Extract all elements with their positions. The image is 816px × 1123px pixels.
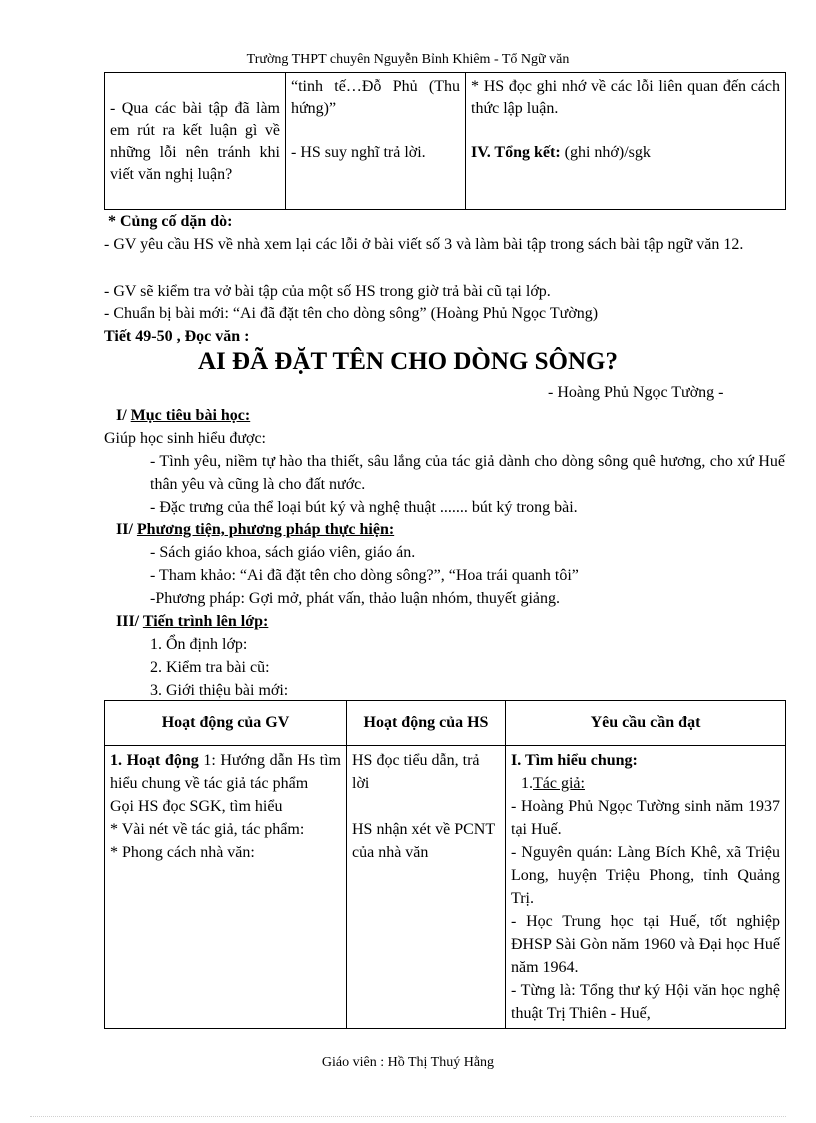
gv-activity-cell: 1. Hoạt động 1: Hướng dẫn Hs tìm hiểu chung về tác giả tác phẩm Gọi HS đọc SGK, tìm hiểu * Vài nét về tác giả, tác phẩm: * Phong cách nhà văn: bbox=[105, 746, 347, 1029]
column-header-gv: Hoạt động của GV bbox=[105, 701, 347, 746]
cungco-item-3: - Chuẩn bị bài mới: “Ai đã đặt tên cho dòng sông” (Hoàng Phủ Ngọc Tường) bbox=[104, 305, 599, 322]
hs-activity-cell: HS đọc tiểu dẫn, trả lời HS nhận xét về PCNT của nhà văn bbox=[347, 746, 506, 1029]
cungco-item-1: - GV yêu cầu HS về nhà xem lại các lỗi ở bài viết số 3 và làm bài tập trong sách bài tập ngữ văn 12. bbox=[104, 236, 744, 253]
section2-item-1: - Sách giáo khoa, sách giáo viên, giáo án. bbox=[150, 544, 416, 561]
section2-item-3: -Phương pháp: Gợi mở, phát vấn, thảo luận nhóm, thuyết giảng. bbox=[150, 590, 560, 607]
table-cell-question: - Qua các bài tập đã làm em rút ra kết luận gì về những lỗi nên tránh khi viết văn nghị luận? bbox=[105, 73, 286, 210]
section3-item-1: 1. Ổn định lớp: bbox=[150, 636, 248, 653]
lesson-title: AI ĐÃ ĐẶT TÊN CHO DÒNG SÔNG? bbox=[198, 348, 618, 375]
page-bottom-divider bbox=[30, 1116, 786, 1117]
section2-heading: II/ Phương tiện, phương pháp thực hiện: bbox=[116, 521, 395, 538]
section1-item-2: - Đặc trưng của thể loại bút ký và nghệ thuật ....... bút ký trong bài. bbox=[150, 499, 578, 516]
continued-lesson-table bbox=[104, 72, 786, 210]
table-cell-student: “tinh tế…Đỗ Phủ (Thu hứng)” - HS suy nghĩ trả lời. bbox=[286, 73, 466, 210]
section1-item-1: - Tình yêu, niềm tự hào tha thiết, sâu lắng của tác giả dành cho dòng sông quê hương, cho xứ Huế thân yêu và cũng là cho đất nước. bbox=[150, 453, 785, 493]
activity-table bbox=[104, 700, 786, 1029]
table-cell-result: * HS đọc ghi nhớ về các lỗi liên quan đến cách thức lập luận. IV. Tổng kết: (ghi nhớ)/sgk bbox=[466, 73, 786, 210]
page-footer: Giáo viên : Hồ Thị Thuý Hằng bbox=[321, 1055, 495, 1070]
section2-item-2: - Tham khảo: “Ai đã đặt tên cho dòng sông?”, “Hoa trái quanh tôi” bbox=[150, 567, 579, 584]
page-header: Trường THPT chuyên Nguyễn Bỉnh Khiêm - Tổ Ngữ văn bbox=[246, 52, 570, 67]
column-header-hs: Hoạt động của HS bbox=[347, 701, 506, 746]
section3-item-3: 3. Giới thiệu bài mới: bbox=[150, 682, 289, 699]
cungco-heading: * Củng cố dặn dò: bbox=[108, 213, 233, 230]
section3-heading: III/ Tiến trình lên lớp: bbox=[116, 613, 269, 630]
cungco-item-2: - GV sẽ kiểm tra vở bài tập của một số HS trong giờ trả bài cũ tại lớp. bbox=[104, 283, 551, 300]
section1-heading: I/ Mục tiêu bài học: bbox=[116, 407, 251, 424]
section3-item-2: 2. Kiểm tra bài cũ: bbox=[150, 659, 270, 676]
lesson-author: - Hoàng Phủ Ngọc Tường - bbox=[548, 384, 724, 401]
lesson-period: Tiết 49-50 , Đọc văn : bbox=[104, 328, 250, 345]
requirements-cell: I. Tìm hiểu chung: 1.Tác giả: - Hoàng Phủ Ngọc Tường sinh năm 1937 tại Huế. - Nguyên quán: Làng Bích Khê, xã Triệu Long, huyện Triệu Phong, tỉnh Quảng Trị. - Học Trung học tại Huế, tốt nghiệp ĐHSP Sài Gòn năm 1960 và Đại học Huế năm 1964. - Từng là: Tổng thư ký Hội văn học nghệ thuật Trị Thiên - Huế, bbox=[506, 746, 786, 1029]
column-header-yc: Yêu cầu cần đạt bbox=[506, 701, 786, 746]
section1-intro: Giúp học sinh hiểu được: bbox=[104, 430, 266, 447]
